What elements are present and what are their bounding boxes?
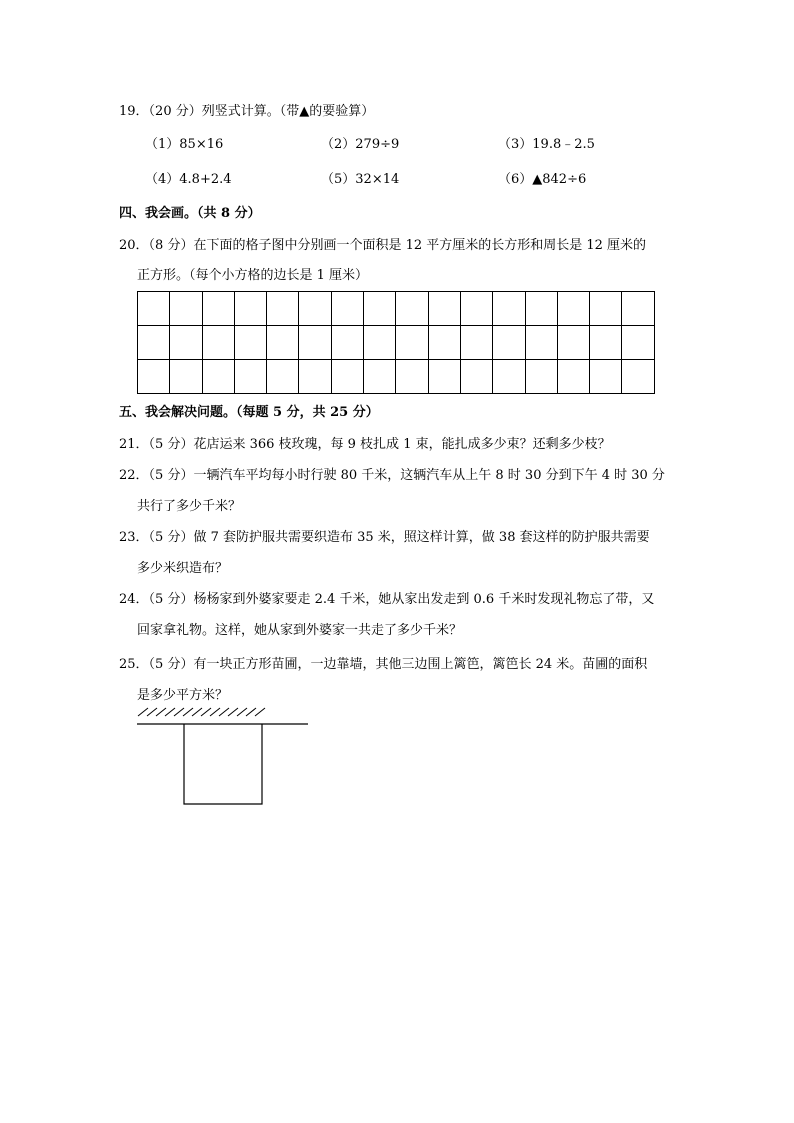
grid-cell	[267, 326, 299, 360]
grid-cell	[396, 292, 428, 326]
grid-cell	[590, 292, 622, 326]
grid-cell	[557, 360, 589, 394]
q19-item-1: （1）85×16	[145, 137, 224, 152]
grid-cell	[622, 326, 654, 360]
q25-line-1: 25．（5 分）有一块正方形苗圃，一边靠墙，其他三边围上篱笆，篱笆长 24 米。苗圃的面积	[119, 657, 648, 672]
grid-cell	[138, 292, 170, 326]
grid-cell	[428, 360, 460, 394]
grid-cell	[557, 292, 589, 326]
grid-cell	[525, 326, 557, 360]
q24-line-1: 24．（5 分）杨杨家到外婆家要走 2.4 千米，她从家出发走到 0.6 千米时发现礼物忘了带，又	[119, 592, 655, 607]
grid-cell	[590, 360, 622, 394]
grid-cell	[364, 292, 396, 326]
grid-cell	[460, 292, 492, 326]
grid-cell	[525, 360, 557, 394]
grid-cell	[460, 326, 492, 360]
q19-item-5: （5）32×14	[321, 172, 400, 187]
grid-cell	[234, 326, 266, 360]
grid-cell	[170, 360, 202, 394]
grid-cell	[202, 360, 234, 394]
grid-cell	[460, 360, 492, 394]
q22-line-2: 共行了多少千米？	[137, 499, 242, 514]
q19-item-4: （4）4.8+2.4	[145, 172, 232, 187]
grid-cell	[364, 360, 396, 394]
grid-cell	[138, 360, 170, 394]
section-4-title: 四、我会画。（共 8 分）	[119, 206, 261, 221]
grid-cell	[170, 326, 202, 360]
square-grid	[137, 291, 655, 394]
q24-line-2: 回家拿礼物。这样，她从家到外婆家一共走了多少千米？	[137, 623, 463, 638]
grid-cell	[428, 326, 460, 360]
q23-line-1: 23．（5 分）做 7 套防护服共需要织造布 35 米，照这样计算，做 38 套这样的防护服共需要	[119, 530, 650, 545]
grid-cell	[331, 326, 363, 360]
q20-line-2: 正方形。（每个小方格的边长是 1 厘米）	[137, 268, 369, 283]
grid-cell	[622, 360, 654, 394]
grid-cell	[493, 326, 525, 360]
q22-line-1: 22．（5 分）一辆汽车平均每小时行驶 80 千米，这辆汽车从上午 8 时 30 分到下午 4 时 30 分	[119, 468, 665, 483]
grid-cell	[138, 326, 170, 360]
wall-hatching	[138, 708, 265, 716]
grid-cell	[590, 326, 622, 360]
grid-cell	[267, 292, 299, 326]
grid-cell	[170, 292, 202, 326]
q20-line-1: 20．（8 分）在下面的格子图中分别画一个面积是 12 平方厘米的长方形和周长是 12 厘米的	[119, 238, 647, 253]
q21-line-1: 21．（5 分）花店运来 366 枝玫瑰，每 9 枝扎成 1 束，能扎成多少束？还剩多少枝？	[119, 437, 611, 452]
grid-cell	[364, 326, 396, 360]
grid-cell	[299, 292, 331, 326]
garden-diagram	[130, 706, 315, 810]
q19-item-3: （3）19.8﹣2.5	[498, 137, 595, 152]
grid-cell	[493, 360, 525, 394]
grid-cell	[331, 292, 363, 326]
grid-cell	[202, 292, 234, 326]
grid-cell	[428, 292, 460, 326]
grid-cell	[202, 326, 234, 360]
grid-row	[138, 326, 655, 360]
grid-cell	[396, 360, 428, 394]
grid-cell	[299, 326, 331, 360]
grid-cell	[299, 360, 331, 394]
fence-outline	[184, 724, 262, 804]
q25-line-2: 是多少平方米？	[137, 688, 229, 703]
q23-line-2: 多少米织造布？	[137, 561, 229, 576]
grid-cell	[493, 292, 525, 326]
grid-cell	[396, 326, 428, 360]
grid-cell	[622, 292, 654, 326]
grid-row	[138, 292, 655, 326]
grid-cell	[267, 360, 299, 394]
grid-cell	[557, 326, 589, 360]
grid-cell	[234, 292, 266, 326]
q19-item-6: （6）▲842÷6	[498, 172, 587, 187]
grid-row	[138, 360, 655, 394]
grid-cell	[331, 360, 363, 394]
section-5-title: 五、我会解决问题。（每题 5 分，共 25 分）	[119, 405, 379, 420]
grid-cell	[234, 360, 266, 394]
q19-item-2: （2）279÷9	[321, 137, 400, 152]
grid-cell	[525, 292, 557, 326]
q19-prompt: 19．（20 分）列竖式计算。（带▲的要验算）	[119, 104, 375, 119]
